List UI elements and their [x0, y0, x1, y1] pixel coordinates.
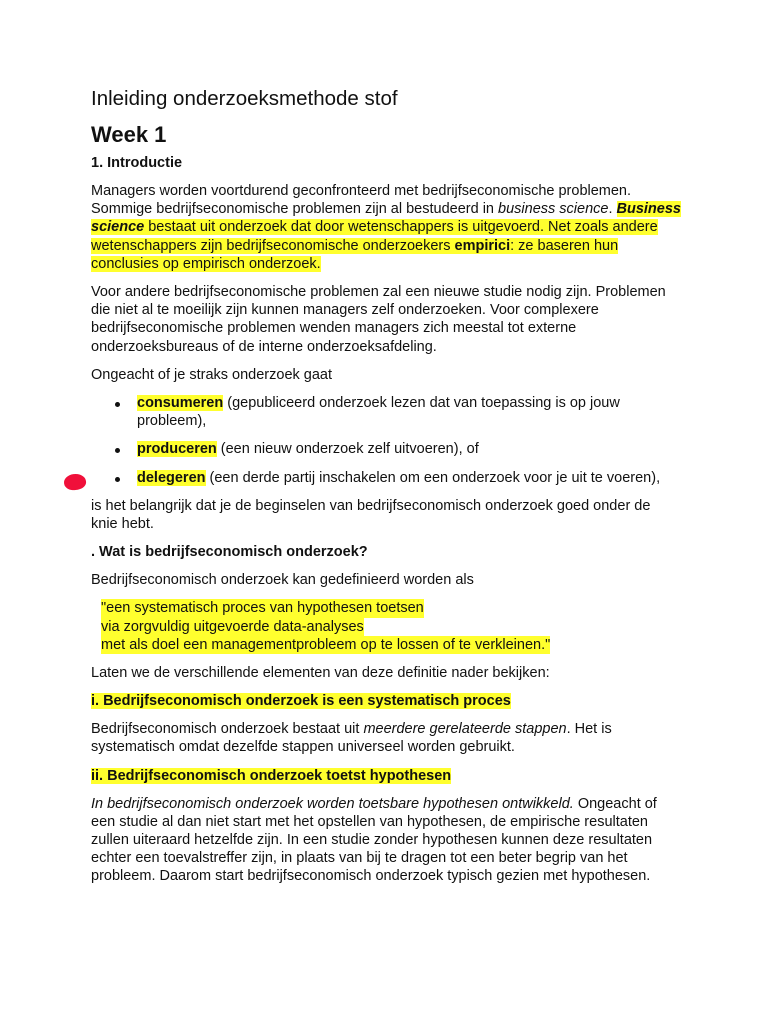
bullet-icon: [115, 402, 120, 407]
week-heading: Week 1: [91, 122, 167, 147]
section-heading-wat-is: . Wat is bedrijfseconomisch onderzoek?: [91, 544, 368, 561]
list-item: consumeren (gepubliceerd onderzoek lezen dat van toepassing is op jouw probleem),: [91, 394, 681, 430]
document-page: [91, 86, 681, 896]
document-title: Inleiding onderzoeksmethode stof: [91, 87, 398, 110]
list-item: delegeren (een derde partij inschakelen om een onderzoek voor je uit te voeren),: [91, 469, 681, 487]
research-role-list: [91, 394, 681, 487]
paragraph-definitie: Bedrijfseconomisch onderzoek kan gedefinieerd worden als: [91, 572, 474, 589]
paragraph-ongeacht: Ongeacht of je straks onderzoek gaat: [91, 366, 333, 383]
definition-quote: "een systematisch proces van hypothesen toetsen via zorgvuldig uitgevoerde data-analyses met als doel een managementprobleem op te lossen of te verkleinen.": [101, 600, 551, 653]
section-heading-systematisch: i. Bedrijfseconomisch onderzoek is een systematisch proces: [91, 693, 511, 710]
bullet-icon: [115, 448, 120, 453]
section-heading-hypothesen: ii. Bedrijfseconomisch onderzoek toetst hypothesen: [91, 767, 452, 784]
paragraph-systematisch: Bedrijfseconomisch onderzoek bestaat uit meerdere gerelateerde stappen. Het is systematisch omdat dezelfde stappen universeel worden gebruikt.: [91, 721, 612, 756]
highlight-business-science: Business science bestaat uit onderzoek dat door wetenschappers is uitgevoerd. Net zoals andere wetenschappers zijn bedrijfseconomische onderzoekers empirici: ze baseren hun conclusies op empirisch onderzoek.: [91, 201, 681, 272]
paragraph-hypothesen: In bedrijfseconomisch onderzoek worden toetsbare hypothesen ontwikkeld. Ongeacht of een studie al dan niet start met het opstellen van hypothesen, de empirische resultaten zullen uiteraard hetzelfde zijn. In een studie zonder hypothesen kunnen deze resultaten echter een toevalstreffer zijn, in plaats van bij te dragen tot een beter begrip van het probleem. Daarom start bedrijfseconomisch onderzoek typisch gezien met hypothesen.: [91, 795, 657, 885]
paragraph-other-problems: Voor andere bedrijfseconomische problemen zal een nieuwe studie nodig zijn. Problemen die niet al te moeilijk zijn kunnen managers zelf onderzoeken. Voor complexere bedrijfseconomische problemen wenden managers zich meestal tot externe onderzoeksbureaus of de interne onderzoeksafdeling.: [91, 284, 666, 355]
paragraph-intro: Managers worden voortdurend geconfronteerd met bedrijfseconomische problemen. Sommige bedrijfseconomische problemen zijn al bestudeerd in business science. Business science bestaat uit onderzoek dat door wetenschappers is uitgevoerd. Net zoals andere wetenschappers zijn bedrijfseconomische onderzoekers empirici: ze baseren hun conclusies op empirisch onderzoek.: [91, 183, 681, 272]
red-ink-mark: [63, 473, 87, 492]
paragraph-elementen: Laten we de verschillende elementen van deze definitie nader bekijken:: [91, 665, 550, 682]
section-heading-introductie: 1. Introductie: [91, 155, 183, 171]
paragraph-belangrijk: is het belangrijk dat je de beginselen van bedrijfseconomisch onderzoek goed onder de knie hebt.: [91, 497, 651, 533]
bullet-icon: [115, 477, 120, 482]
list-item: produceren (een nieuw onderzoek zelf uitvoeren), of: [91, 440, 681, 458]
